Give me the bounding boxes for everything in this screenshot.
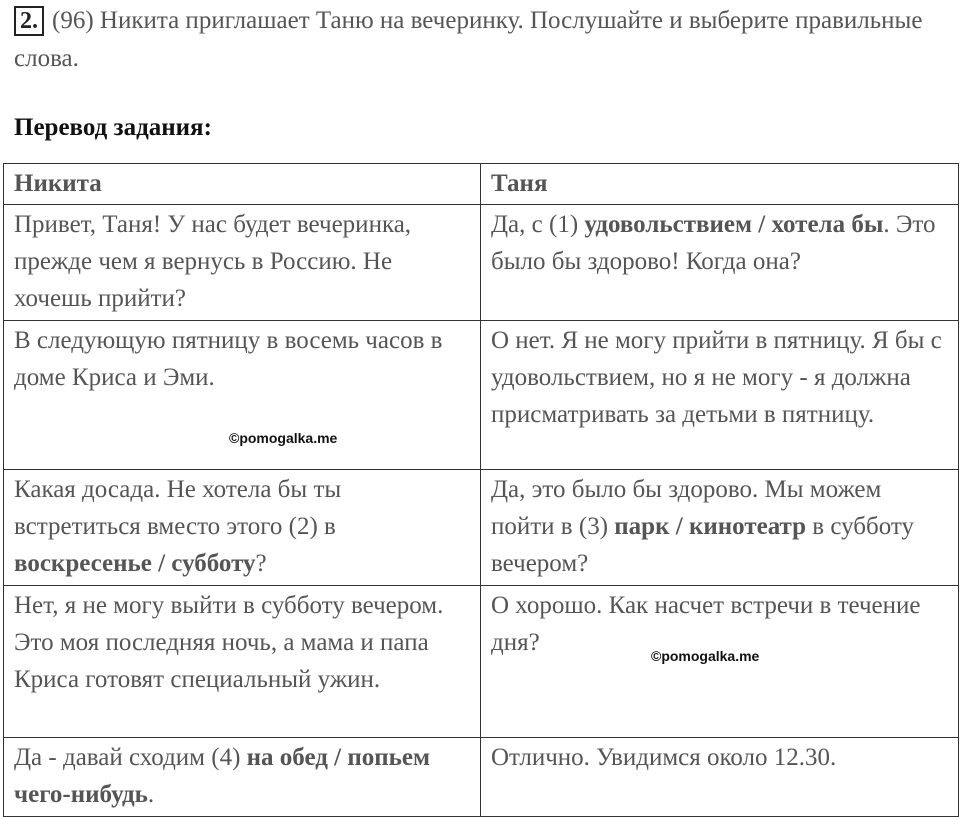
tanya-line	[481, 586, 959, 738]
dialogue-text: Да, с (1)	[491, 211, 585, 238]
dialogue-text: в субботу вечером?	[491, 513, 914, 577]
nikita-line	[4, 205, 481, 321]
dialogue-text: В следующую пятницу в восемь часов в доме Криса и Эми.	[14, 327, 443, 391]
dialogue-text: Да, это было бы здорово. Мы можем пойти в (3)	[491, 476, 882, 540]
header-tanya: Таня	[481, 164, 959, 205]
table-row	[4, 738, 959, 817]
tanya-line	[481, 205, 959, 321]
table-body	[4, 205, 959, 817]
tanya-line	[481, 738, 959, 817]
tanya-line	[481, 321, 959, 470]
dialogue-text: ?	[255, 550, 267, 577]
watermark: ©pomogalka.me	[651, 648, 760, 664]
dialogue-text: . Это было бы здорово! Когда она?	[491, 211, 936, 275]
answer-choice: воскресенье / субботу	[14, 550, 256, 577]
nikita-line	[4, 738, 481, 817]
tanya-line	[481, 470, 959, 586]
dialogue-text: Отлично. Увидимся около 12.30.	[491, 744, 837, 771]
task-text: (96) Никита приглашает Таню на вечеринку. Послушайте и выберите правильные слова.	[14, 7, 923, 72]
answer-choice: парк / кинотеатр	[614, 513, 807, 540]
task-number: 2.	[14, 6, 44, 36]
dialogue-text: О хорошо. Как насчет встречи в течение дня?	[491, 592, 921, 656]
dialogue-table	[3, 163, 959, 817]
table-row	[4, 321, 959, 470]
answer-choice: на обед / попьем чего-нибудь	[14, 744, 430, 808]
nikita-line	[4, 470, 481, 586]
nikita-line	[4, 586, 481, 738]
dialogue-text: Нет, я не могу выйти в субботу вечером. Это моя последняя ночь, а мама и папа Криса готовят специальный ужин.	[14, 592, 444, 693]
task-statement	[14, 2, 944, 78]
table-row	[4, 586, 959, 738]
watermark: ©pomogalka.me	[229, 430, 338, 446]
table-row	[4, 205, 959, 321]
answer-choice: удовольствием / хотела бы	[584, 211, 884, 238]
table-header-row	[4, 164, 959, 205]
dialogue-text: Привет, Таня! У нас будет вечеринка, прежде чем я вернусь в Россию. Не хочешь прийти?	[14, 211, 412, 312]
dialogue-text: Да - давай сходим (4)	[14, 744, 247, 771]
dialogue-text: О нет. Я не могу прийти в пятницу. Я бы с удовольствием, но я не могу - я должна присматривать за детьми в пятницу.	[491, 327, 942, 428]
translation-heading: Перевод задания:	[14, 114, 212, 141]
table-row	[4, 470, 959, 586]
dialogue-text: .	[147, 781, 155, 808]
nikita-line	[4, 321, 481, 470]
header-nikita: Никита	[4, 164, 481, 205]
dialogue-text: Какая досада. Не хотела бы ты встретиться вместо этого (2) в	[14, 476, 342, 540]
